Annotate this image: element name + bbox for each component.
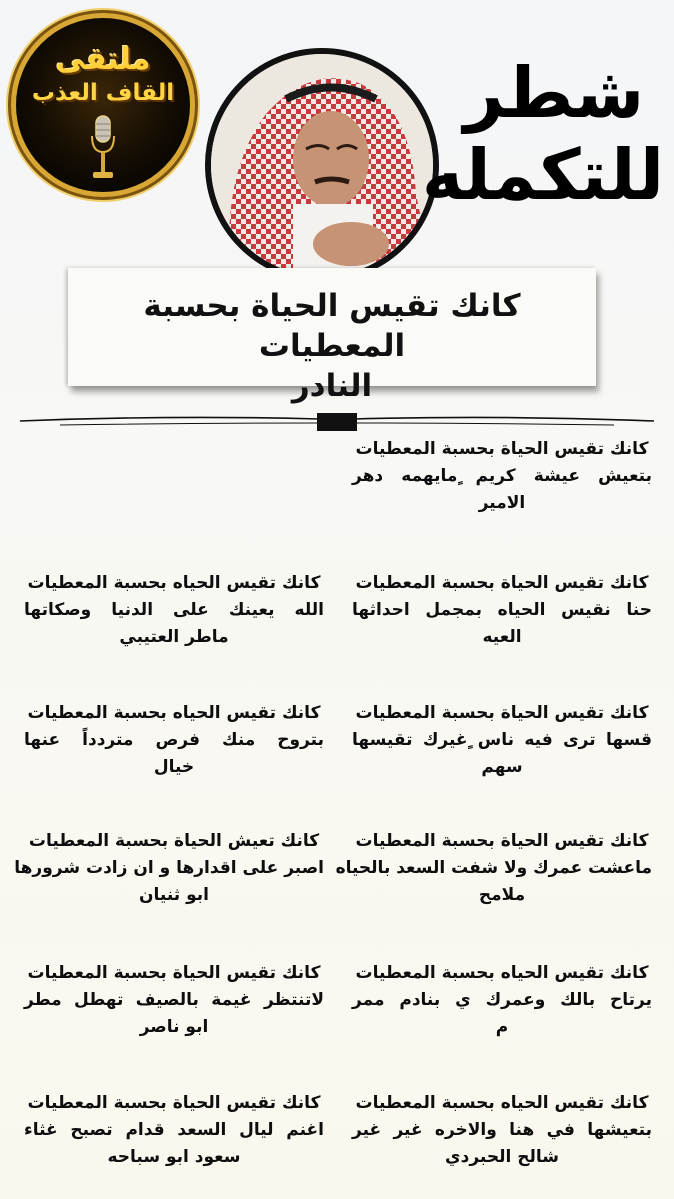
verse-second-half: بتعيش عيشة كريم ٍمايهمه دهر — [352, 466, 652, 486]
verse-author: خيال — [153, 757, 195, 777]
verse-author: ابو ناصر — [139, 1017, 209, 1037]
portrait — [205, 48, 439, 282]
verse-author: سهم — [481, 757, 523, 777]
verse-first-half: كانك تعيش الحياة بحسبة المعطيات — [28, 831, 320, 851]
verse-second-half: قسها ترى فيه ناس ٍغيرك تقيسها — [352, 730, 652, 750]
headline-banner — [68, 268, 596, 404]
verse-first-half: كانك تقيس الحياه بحسبة المعطيات — [27, 573, 321, 593]
verse-first-half: كانك تقيس الحياه بحسبة المعطيات — [27, 703, 321, 723]
verse-author: ملامح — [478, 885, 526, 905]
verse-first-half: كانك تقيس الحياه بحسبة المعطيات — [355, 963, 649, 983]
verse-second-half: اصبر على اقدارها و ان زادت شرورها — [14, 858, 324, 878]
person-portrait-icon — [211, 54, 433, 276]
verse-author: شالح الحبردي — [445, 1147, 559, 1167]
verse-second-half: بتروح منك فرص متردداً عنها — [24, 730, 324, 750]
verse-second-half: حنا نقيس الحياه بمجمل احداثها — [352, 600, 652, 620]
verse-author: العيه — [482, 627, 522, 647]
verse-second-half: بتعيشها في هنا والاخره غير غير — [352, 1120, 652, 1140]
logo-text-top: ملتقى — [55, 42, 151, 77]
verse-author: الامير — [478, 493, 526, 513]
verse-entry — [14, 828, 324, 909]
verse-first-half: كانك تقيس الحياة بحسبة المعطيات — [355, 573, 649, 593]
banner-author: النادر — [291, 368, 373, 404]
verse-second-half: الله يعينك على الدنيا وصكاتها — [24, 600, 324, 620]
verse-entry — [352, 1090, 652, 1171]
verse-author: ماطر العتيبي — [119, 627, 229, 647]
microphone-icon — [88, 114, 118, 184]
verse-entry — [352, 436, 652, 517]
verse-entry — [24, 1090, 324, 1171]
verse-second-half: ماعشت عمرك ولا شفت السعد بالحياه — [335, 858, 652, 878]
verse-author: م — [495, 1017, 509, 1037]
verse-entry — [352, 700, 652, 781]
verse-entry — [24, 700, 324, 781]
verse-second-half: يرتاح بالك وعمرك ي بنادم ممر — [352, 990, 652, 1010]
verse-entry — [352, 960, 652, 1041]
logo-text-bottom: القاف العذب — [31, 80, 175, 106]
verse-first-half: كانك تقيس الحياة بحسبة المعطيات — [27, 963, 321, 983]
verse-entry — [24, 570, 324, 651]
logo — [16, 18, 190, 192]
verse-second-half: لاتنتظر غيمة بالصيف تهطل مطر — [24, 990, 324, 1010]
verse-entry — [24, 960, 324, 1041]
verse-first-half: كانك تقيس الحياة بحسبة المعطيات — [355, 703, 649, 723]
verse-author: ابو ثنيان — [139, 885, 209, 905]
banner-verse: كانك تقيس الحياة بحسبة المعطيات — [143, 288, 521, 364]
verse-author: سعود ابو سباحه — [107, 1147, 241, 1167]
verse-second-half: اغنم ليال السعد قدام تصبح غثاء — [24, 1120, 324, 1140]
verse-entry — [352, 570, 652, 651]
verse-first-half: كانك تقيس الحياه بحسبة المعطيات — [355, 1093, 649, 1113]
verse-first-half: كانك تقيس الحياة بحسبة المعطيات — [355, 439, 649, 459]
verse-entry — [335, 828, 652, 909]
page-title: شطر للتكمله — [421, 52, 664, 216]
verse-first-half: كانك تقيس الحياة بحسبة المعطيات — [355, 831, 649, 851]
verse-first-half: كانك تقيس الحياة بحسبة المعطيات — [27, 1093, 321, 1113]
